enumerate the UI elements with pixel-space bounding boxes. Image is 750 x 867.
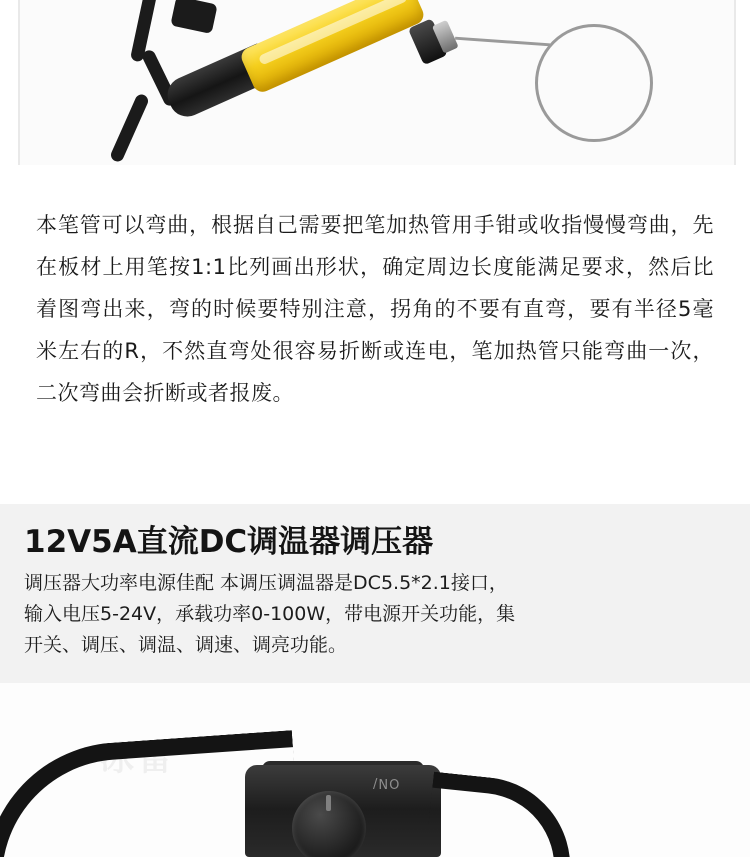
heating-wire-loop-icon (455, 24, 625, 154)
soldering-pen-photo (0, 0, 750, 165)
spec-line-3: 开关、调压、调温、调速、调亮功能。 (24, 634, 348, 656)
controller-photo (0, 683, 750, 857)
description-paragraph: 本笔管可以弯曲，根据自己需要把笔加热管用手钳或收指慢慢弯曲，先在板材上用笔按1:1比列画出形状，确定周边长度能满足要求，然后比着图弯出来，弯的时候要特别注意，拐角的不要有直弯，要有半径5毫米左右的R，不然直弯处很容易折断或连电，笔加热管只能弯曲一次，二次弯曲会折断或者报废。 (36, 213, 714, 405)
knob-indicator-mark (326, 795, 331, 811)
cable-segment (109, 92, 150, 163)
pen-handle-icon (170, 22, 440, 144)
spec-body (24, 568, 726, 661)
spec-title: 12V5A直流DC调温器调压器 (24, 524, 434, 560)
spec-line-1: 调压器大功率电源佳配 本调压调温器是DC5.5*2.1接口， (24, 572, 508, 594)
dc-cable-icon (423, 772, 579, 857)
spec-line-2: 输入电压5-24V，承载功率0-100W，带电源开关功能，集 (24, 603, 516, 625)
watermark-text: 冰雷 (100, 739, 176, 779)
wire-loop-part (535, 24, 653, 142)
description-block (0, 165, 750, 461)
controller-label: ON/ (372, 775, 400, 790)
photo-frame (18, 0, 736, 165)
pen-description-card (0, 0, 750, 432)
pen-barrel (238, 0, 426, 95)
wire-straight-part (455, 37, 550, 47)
spec-panel (0, 504, 750, 683)
